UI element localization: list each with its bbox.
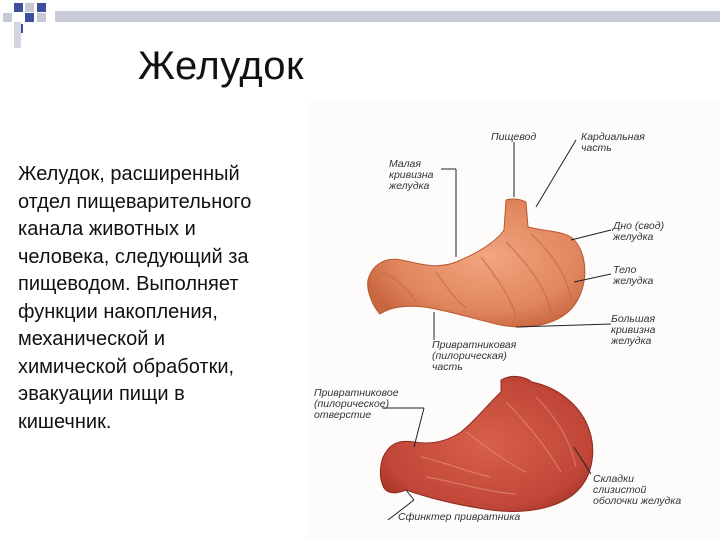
- body-line: человека, следующий за: [18, 245, 249, 268]
- stomach-lower: [380, 376, 592, 511]
- label-line: Привратниковая: [432, 339, 517, 351]
- body-line: кишечник.: [18, 410, 112, 433]
- stomach-upper: [368, 199, 585, 327]
- body-line: канала животных и: [18, 218, 196, 240]
- body-text: [18, 161, 310, 436]
- label-greater-curvature: [611, 314, 655, 347]
- label-line: желудка: [611, 335, 652, 347]
- label-cardiac-part: [581, 132, 645, 154]
- body-line: эвакуации пищи в: [18, 383, 185, 405]
- label-line: (пилорическое): [314, 398, 390, 410]
- label-line: кривизна: [389, 169, 434, 181]
- decor-square: [37, 3, 46, 12]
- label-pyloric-part: [432, 340, 516, 373]
- label-line: Дно (свод): [613, 220, 665, 232]
- label-line: часть: [432, 361, 463, 373]
- decor-bar: [14, 22, 21, 48]
- decor-square: [3, 13, 12, 22]
- label-line: слизистой: [593, 484, 647, 496]
- decor-square: [37, 13, 46, 22]
- decor-square: [14, 3, 23, 12]
- label-line: часть: [581, 142, 612, 154]
- label-line: Привратниковое: [314, 387, 399, 399]
- label-line: желудка: [613, 275, 654, 287]
- label-line: Кардиальная: [581, 131, 645, 143]
- label-fundus: [613, 221, 664, 243]
- label-body: [613, 265, 653, 287]
- decor-square: [25, 13, 34, 22]
- label-line: кривизна: [611, 324, 656, 336]
- label-line: Большая: [611, 313, 656, 325]
- label-line: желудка: [389, 180, 430, 192]
- label-line: Малая: [389, 158, 421, 170]
- body-line: функции накопления,: [18, 300, 218, 323]
- label-esophagus: Пищевод: [491, 131, 537, 143]
- body-line: отдел пищеварительного: [18, 190, 252, 213]
- slide-title: Желудок: [138, 44, 304, 88]
- body-line: пищеводом. Выполняет: [18, 273, 239, 295]
- stomach-anatomy-figure: [306, 102, 720, 540]
- label-line: Тело: [613, 264, 637, 276]
- body-line: химической обработки,: [18, 355, 235, 378]
- label-line: оболочки желудка: [593, 495, 682, 507]
- label-lesser-curvature: [389, 159, 433, 192]
- label-pyloric-opening: [314, 388, 399, 421]
- decor-square: [25, 3, 34, 12]
- label-line: отверстие: [314, 409, 372, 421]
- body-line: механической и: [18, 328, 166, 350]
- body-line: Желудок, расширенный: [18, 163, 240, 185]
- label-pyloric-sphincter: Сфинктер привратника: [398, 511, 521, 523]
- label-line: (пилорическая): [432, 350, 507, 362]
- label-mucosal-folds: [593, 474, 681, 507]
- decor-bar: [55, 11, 720, 22]
- label-line: желудка: [613, 231, 654, 243]
- label-line: Складки: [593, 473, 634, 485]
